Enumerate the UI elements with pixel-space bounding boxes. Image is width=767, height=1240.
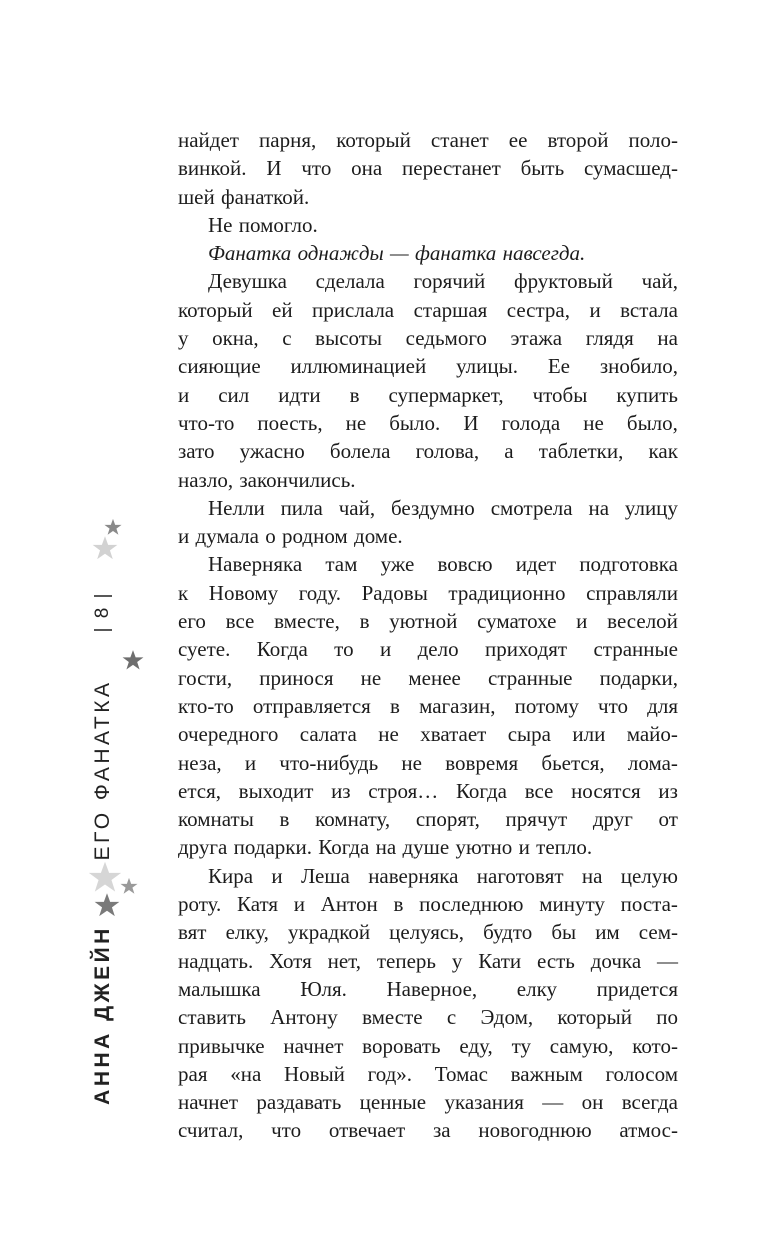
text-line: Кира и Леша наверняка наготовят на целую [208, 863, 678, 888]
text-line: его все вместе, в уютной суматохе и веселой [178, 609, 678, 634]
text-line: надцать. Хотя нет, теперь у Кати есть дочка — [178, 948, 678, 973]
text-line: назло, закончились. [178, 467, 356, 492]
text-line: Фанатка однажды — фанатка навсегда. [208, 241, 586, 266]
text-line: считал, что отвечает за новогоднюю атмос- [178, 1118, 678, 1143]
page-body-text [178, 126, 678, 1145]
page-number: | 8 | [92, 591, 113, 633]
text-line: кто-то отправляется в магазин, потому что для [178, 693, 678, 718]
text-line: к Новому году. Радовы традиционно справляли [178, 580, 678, 605]
text-line: привычке начнет воровать еду, ту самую, кото- [178, 1033, 678, 1058]
text-line: неза, и что-нибудь не вовремя бьется, лома- [178, 750, 678, 775]
text-line: шей фанаткой. [178, 184, 310, 209]
text-line: найдет парня, который станет ее второй поло- [178, 128, 678, 152]
text-line: начнет раздавать ценные указания — он всегда [178, 1090, 678, 1115]
text-line: друга подарки. Когда на душе уютно и тепло. [178, 835, 593, 860]
text-line: винкой. И что она перестанет быть сумасшед- [178, 156, 678, 181]
star-icon [104, 518, 122, 536]
text-line: рая «на Новый год». Томас важным голосом [178, 1061, 678, 1086]
text-line: зато ужасно болела голова, а таблетки, как [178, 439, 678, 464]
text-line: Наверняка там уже вовсю идет подготовка [208, 552, 678, 577]
text-line: Не помогло. [208, 212, 318, 237]
text-line: суете. Когда то и дело приходят странные [178, 637, 678, 662]
text-line: и сил идти в супермаркет, чтобы купить [178, 382, 678, 407]
star-icon [94, 892, 120, 918]
text-line: очередного салата не хватает сыра или майо- [178, 722, 678, 747]
text-line: гости, принося не менее странные подарки, [178, 665, 678, 690]
text-line: и думала о родном доме. [178, 524, 403, 549]
text-line: малышка Юля. Наверное, елку придется [178, 976, 678, 1001]
text-line: сияющие иллюминацией улицы. Ее знобило, [178, 354, 678, 379]
text-line: вят елку, украдкой целуясь, будто бы им сем- [178, 920, 678, 945]
star-icon [122, 649, 144, 671]
text-line: ется, выходит из строя… Когда все носятся из [178, 778, 678, 803]
star-icon [120, 877, 138, 895]
text-line: что-то поесть, не было. И голода не было, [178, 410, 678, 435]
text-line: комнаты в комнату, спорят, прячут друг от [178, 807, 678, 832]
text-line: ставить Антону вместе с Эдом, который по [178, 1005, 678, 1030]
book-title: ЕГО ФАНАТКА [91, 679, 114, 861]
star-icon [88, 860, 122, 894]
text-line: у окна, с высоты седьмого этажа глядя на [178, 326, 678, 351]
text-line: Девушка сделала горячий фруктовый чай, [208, 269, 678, 294]
star-icon [92, 535, 118, 561]
author-name: АННА ДЖЕЙН [91, 925, 114, 1105]
text-line: роту. Катя и Антон в последнюю минуту поста- [178, 892, 678, 917]
text-line: который ей прислала старшая сестра, и встала [178, 297, 678, 322]
text-line: Нелли пила чай, бездумно смотрела на улицу [208, 495, 678, 520]
